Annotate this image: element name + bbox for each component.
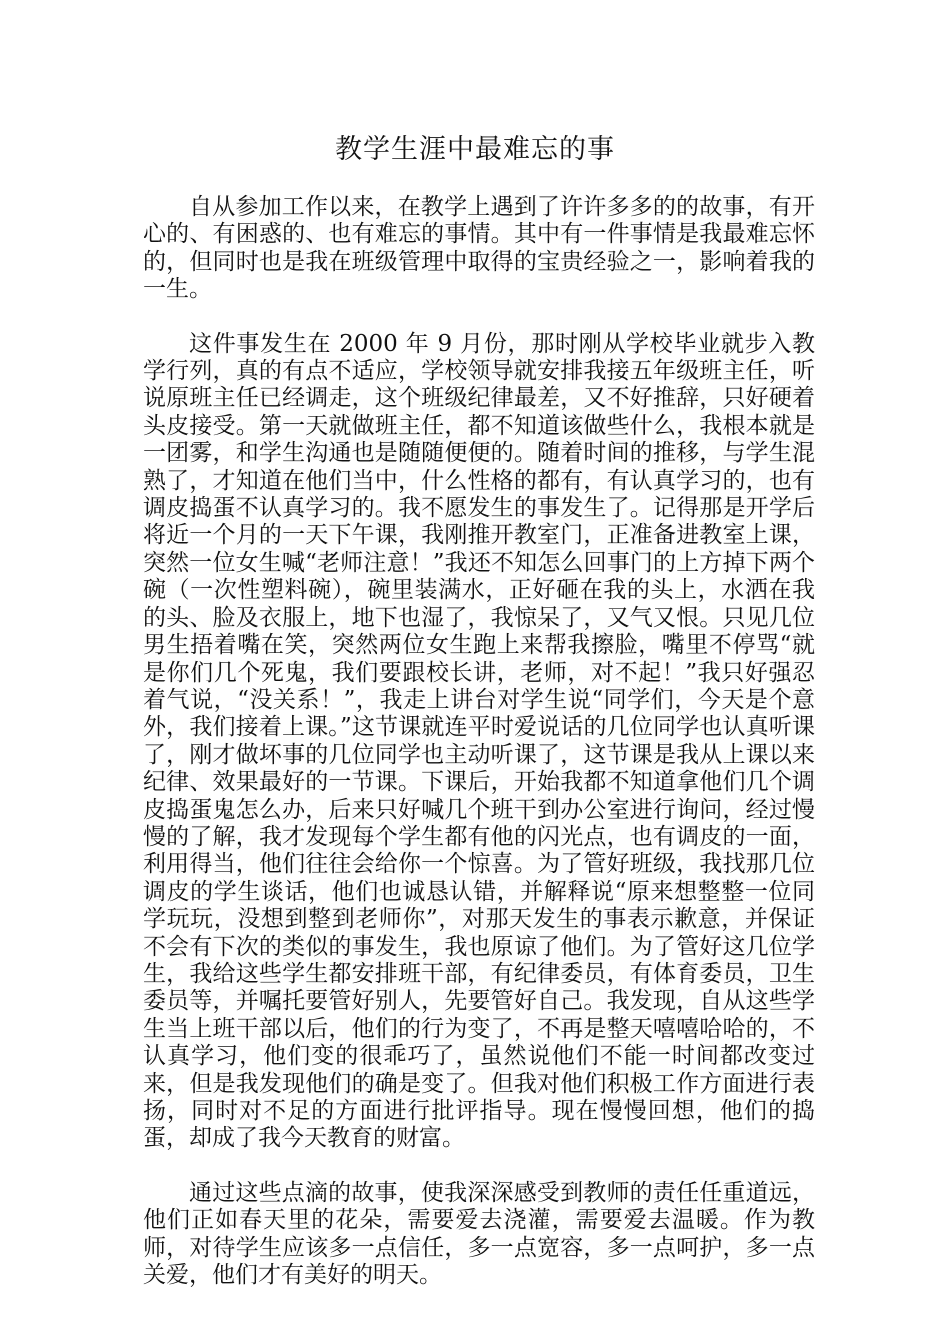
document-title: 教学生涯中最难忘的事 <box>335 134 615 165</box>
document-body <box>143 194 815 1316</box>
paragraph-story: 这件事发生在 2000 年 9 月份，那时刚从学校毕业就步入教学行列，真的有点不适应，学校领导就安排我接五年级班主任，听说原班主任已经调走，这个班级纪律最差，又不好推辞，只好硬着头皮接受。第一天就做班主任，都不知道该做些什么，我根本就是一团雾，和学生沟通也是随随便便的。随着时间的推移，与学生混熟了，才知道在他们当中，什么性格的都有，有认真学习的，也有调皮捣蛋不认真学习的。我不愿发生的事发生了。记得那是开学后将近一个月的一天下午课，我刚推开教室门，正准备进教室上课，突然一位女生喊“老师注意！”我还不知怎么回事门的上方掉下两个碗（一次性塑料碗），碗里装满水，正好砸在我的头上，水洒在我的头、脸及衣服上，地下也湿了，我惊呆了，又气又恨。只见几位男生捂着嘴在笑，突然两位女生跑上来帮我擦脸，嘴里不停骂“就是你们几个死鬼，我们要跟校长讲，老师，对不起！”我只好强忍着气说，“没关系！”，我走上讲台对学生说“同学们，今天是个意外，我们接着上课。”这节课就连平时爱说话的几位同学也认真听课了，刚才做坏事的几位同学也主动听课了，这节课是我从上课以来纪律、效果最好的一节课。下课后，开始我都不知道拿他们几个调皮捣蛋鬼怎么办，后来只好喊几个班干到办公室进行询问，经过慢慢的了解，我才发现每个学生都有他的闪光点，也有调皮的一面，利用得当，他们往往会给你一个惊喜。为了管好班级，我找那几位调皮的学生谈话，他们也诚恳认错，并解释说“原来想整整一位同学玩玩，没想到整到老师你”，对那天发生的事表示歉意，并保证不会有下次的类似的事发生，我也原谅了他们。为了管好这几位学生，我给这些学生都安排班干部，有纪律委员，有体育委员，卫生委员等，并嘱托要管好别人，先要管好自己。我发现，自从这些学生当上班干部以后，他们的行为变了，不再是整天嘻嘻哈哈的，不认真学习，他们变的很乖巧了，虽然说他们不能一时间都改变过来，但是我发现他们的确是变了。但我对他们积极工作方面进行表扬，同时对不足的方面进行批评指导。现在慢慢回想，他们的捣蛋，却成了我今天教育的财富。 <box>143 330 815 1152</box>
paragraph-intro: 自从参加工作以来，在教学上遇到了许许多多的的故事，有开心的、有困惑的、也有难忘的事情。其中有一件事情是我最难忘怀的，但同时也是我在班级管理中取得的宝贵经验之一，影响着我的一生。 <box>143 194 815 303</box>
paragraph-conclusion: 通过这些点滴的故事，使我深深感受到教师的责任任重道远，他们正如春天里的花朵，需要爱去浇灌，需要爱去温暖。作为教师，对待学生应该多一点信任，多一点宽容，多一点呵护，多一点关爱，他们才有美好的明天。 <box>143 1179 815 1289</box>
